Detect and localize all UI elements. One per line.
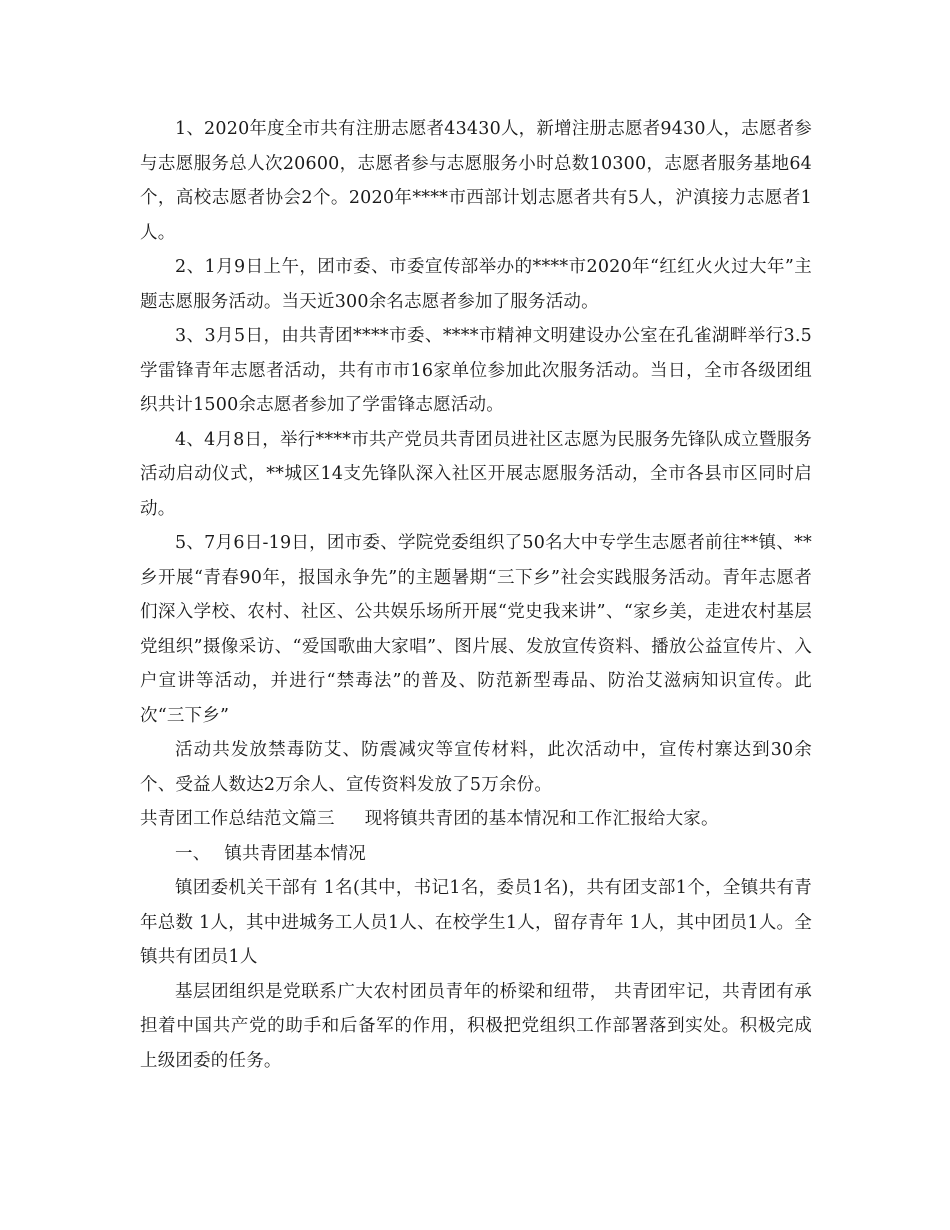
list-heading-text: 镇共青团基本情况 — [224, 843, 367, 864]
section-intro: 现将镇共青团的基本情况和工作汇报给大家。 — [364, 809, 719, 829]
paragraph-8: 基层团组织是党联系广大农村团员青年的桥梁和纽带， 共青团牢记，共青团有承担着中国共产党的助手和后备军的作用，积极把党组织工作部署落到实处。积极完成上级团委的任务。 — [140, 981, 812, 1071]
paragraph-7: 镇团委机关干部有 1名(其中，书记1名，委员1名)，共有团支部1个，全镇共有青年总数 1人，其中进城务工人员1人、在校学生1人，留存青年 1人，其中团员1人。全镇共有团员1人 — [140, 878, 812, 967]
paragraph-2: 2、1月9日上午，团市委、市委宣传部举办的****市2020年“红红火火过大年”主题志愿服务活动。当天近300余名志愿者参加了服务活动。 — [140, 257, 812, 312]
document-body — [140, 112, 812, 1078]
section-heading-line — [140, 802, 812, 837]
paragraph-6: 活动共发放禁毒防艾、防震减灾等宣传材料，此次活动中，宣传村寨达到30余个、受益人数达2万余人、宣传资料发放了5万余份。 — [140, 740, 812, 795]
paragraph-3: 3、3月5日，由共青团****市委、****市精神文明建设办公室在孔雀湖畔举行3.5学雷锋青年志愿者活动，共有市市16家单位参加此次服务活动。当日，全市各级团组织共计1500余志愿者参加了学雷锋志愿活动。 — [140, 326, 812, 415]
section-title: 共青团工作总结范文篇三 — [140, 809, 335, 829]
list-heading-number: 一、 — [175, 843, 211, 864]
list-heading — [140, 837, 812, 872]
paragraph-1: 1、2020年度全市共有注册志愿者43430人，新增注册志愿者9430人，志愿者参与志愿服务总人次20600，志愿者参与志愿服务小时总数10300，志愿者服务基地64个，高校志愿者协会2个。2020年****市西部计划志愿者共有5人，沪滇接力志愿者1人。 — [140, 119, 812, 243]
paragraph-5: 5、7月6日-19日，团市委、学院党委组织了50名大中专学生志愿者前往**镇、**乡开展“青春90年，报国永争先”的主题暑期“三下乡”社会实践服务活动。青年志愿者们深入学校、农村、社区、公共娱乐场所开展“党史我来讲”、“家乡美，走进农村基层党组织”摄像采访、“爱国歌曲大家唱”、图片展、发放宣传资料、播放公益宣传片、入户宣讲等活动，并进行“禁毒法”的普及、防范新型毒品、防治艾滋病知识宣传。此次“三下乡” — [140, 533, 812, 726]
paragraph-4: 4、4月8日，举行****市共产党员共青团员进社区志愿为民服务先锋队成立暨服务活动启动仪式，**城区14支先锋队深入社区开展志愿服务活动，全市各县市区同时启动。 — [140, 429, 812, 519]
